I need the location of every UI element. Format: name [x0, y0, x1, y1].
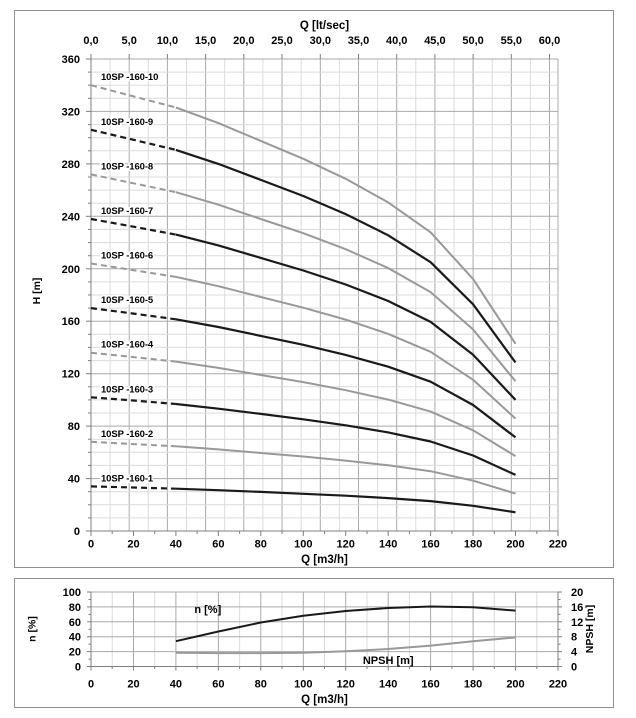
top-axis-tick-label: 20,0: [233, 35, 255, 47]
x-axis-tick-label: 0: [87, 678, 95, 691]
curve-dashed-10SP-160-9: [91, 130, 176, 150]
left-axis-tick-label: 60: [68, 616, 81, 629]
curve-label-10SP-160-1: 10SP -160-1: [101, 473, 154, 485]
x-axis-tick-label: 180: [463, 538, 483, 551]
x-axis-tick-label: 220: [548, 538, 568, 551]
right-axis-tick-label: 16: [571, 601, 584, 614]
npsh-curve-label: NPSH [m]: [362, 654, 414, 667]
x-axis-tick-label: 200: [506, 538, 525, 551]
y-axis-tick-label: 120: [61, 368, 80, 381]
left-axis-title: n [%]: [26, 616, 39, 642]
y-axis-tick-label: 0: [73, 526, 80, 538]
curve-10SP-160-8: [176, 192, 516, 381]
curve-dashed-10SP-160-3: [91, 397, 176, 404]
curve-dashed-10SP-160-2: [91, 442, 176, 447]
x-axis-tick-label: 100: [294, 538, 313, 551]
curve-dashed-10SP-160-1: [91, 486, 176, 488]
curve-label-10SP-160-6: 10SP -160-6: [101, 250, 154, 262]
top-axis-tick-label: 15,0: [194, 35, 217, 47]
y-axis-tick-label: 280: [61, 158, 80, 171]
curve-dashed-10SP-160-5: [91, 308, 176, 319]
top-axis-tick-label: 0,0: [83, 35, 99, 47]
x-axis-tick-label: 160: [421, 678, 440, 691]
right-axis-tick-label: 8: [571, 631, 578, 644]
x-axis-tick-label: 220: [548, 678, 568, 691]
top-axis-tick-label: 55,0: [500, 35, 523, 47]
top-axis-tick-label: 45,0: [424, 35, 446, 47]
left-axis-tick-label: 0: [74, 661, 81, 674]
right-axis-tick-label: 0: [571, 661, 578, 674]
x-axis-tick-label: 80: [254, 538, 267, 551]
x-axis-tick-label: 200: [506, 678, 525, 691]
right-axis-tick-label: 12: [571, 616, 584, 629]
x-axis-tick-label: 100: [294, 678, 313, 691]
x-axis-tick-label: 140: [379, 678, 398, 691]
curve-10SP-160-5: [176, 319, 516, 437]
left-axis-tick-label: 80: [68, 601, 81, 614]
y-axis-tick-label: 80: [67, 421, 80, 434]
x-axis-tick-label: 60: [212, 538, 225, 551]
curve-label-10SP-160-8: 10SP -160-8: [101, 161, 154, 173]
efficiency-npsh-chart: [15, 579, 613, 707]
x-axis-tick-label: 40: [169, 678, 183, 691]
x-axis-tick-label: 120: [336, 678, 355, 691]
x-axis-tick-label: 40: [169, 538, 183, 551]
curve-10SP-160-1: [176, 489, 516, 513]
top-axis-tick-label: 5,0: [121, 35, 137, 47]
left-axis-tick-label: 100: [62, 587, 81, 599]
y-axis-tick-label: 40: [67, 473, 80, 486]
curve-label-10SP-160-3: 10SP -160-3: [101, 384, 154, 396]
x-axis-tick-label: 60: [212, 678, 225, 691]
y-axis-tick-label: 200: [61, 263, 80, 276]
curve-label-10SP-160-9: 10SP -160-9: [101, 116, 154, 128]
x-axis-tick-label: 20: [127, 678, 140, 691]
x-axis-tick-label: 0: [87, 538, 95, 551]
right-axis-tick-label: 4: [571, 646, 578, 659]
curve-label-10SP-160-4: 10SP -160-4: [101, 339, 154, 351]
top-axis-tick-label: 35,0: [347, 35, 370, 47]
curve-dashed-10SP-160-6: [91, 264, 176, 277]
curve-label-10SP-160-2: 10SP -160-2: [101, 428, 154, 440]
top-axis-tick-label: 40,0: [385, 35, 408, 47]
curve-10SP-160-9: [176, 150, 516, 363]
curve-label-10SP-160-7: 10SP -160-7: [101, 206, 154, 217]
x-axis-tick-label: 80: [254, 678, 267, 691]
y-axis-tick-label: 360: [61, 54, 80, 66]
curve-label-10SP-160-5: 10SP -160-5: [101, 295, 154, 307]
top-axis-tick-label: 25,0: [271, 35, 293, 47]
x-axis-tick-label: 120: [336, 538, 355, 551]
top-axis-title: Q [lt/sec]: [299, 20, 350, 32]
left-axis-tick-label: 20: [68, 646, 81, 659]
efficiency-curve-label: n [%]: [194, 603, 222, 616]
y-axis-tick-label: 320: [61, 106, 80, 119]
x-axis-title: Q [m3/h]: [301, 694, 348, 706]
curve-dashed-10SP-160-7: [91, 219, 176, 235]
curve-dashed-10SP-160-10: [91, 85, 176, 107]
right-axis-title: NPSH [m]: [584, 604, 596, 654]
x-axis-title: Q [m3/h]: [301, 554, 348, 566]
efficiency-npsh-chart-panel: [14, 578, 614, 708]
x-axis-tick-label: 180: [463, 678, 483, 691]
top-axis-tick-label: 60,0: [538, 35, 561, 47]
head-curves-chart-panel: [14, 10, 614, 568]
x-axis-tick-label: 140: [379, 538, 398, 551]
top-axis-tick-label: 50,0: [462, 35, 484, 47]
y-axis-tick-label: 160: [61, 316, 80, 329]
x-axis-tick-label: 20: [127, 538, 140, 551]
top-axis-tick-label: 30,0: [309, 35, 332, 47]
y-axis-title: H [m]: [31, 277, 43, 305]
y-axis-tick-label: 240: [61, 211, 80, 224]
top-axis-tick-label: 10,0: [156, 35, 179, 47]
right-axis-tick-label: 20: [571, 587, 584, 599]
x-axis-tick-label: 160: [421, 538, 440, 551]
head-curves-chart: [15, 11, 613, 567]
curve-label-10SP-160-10: 10SP -160-10: [101, 72, 159, 84]
left-axis-tick-label: 40: [68, 631, 81, 644]
